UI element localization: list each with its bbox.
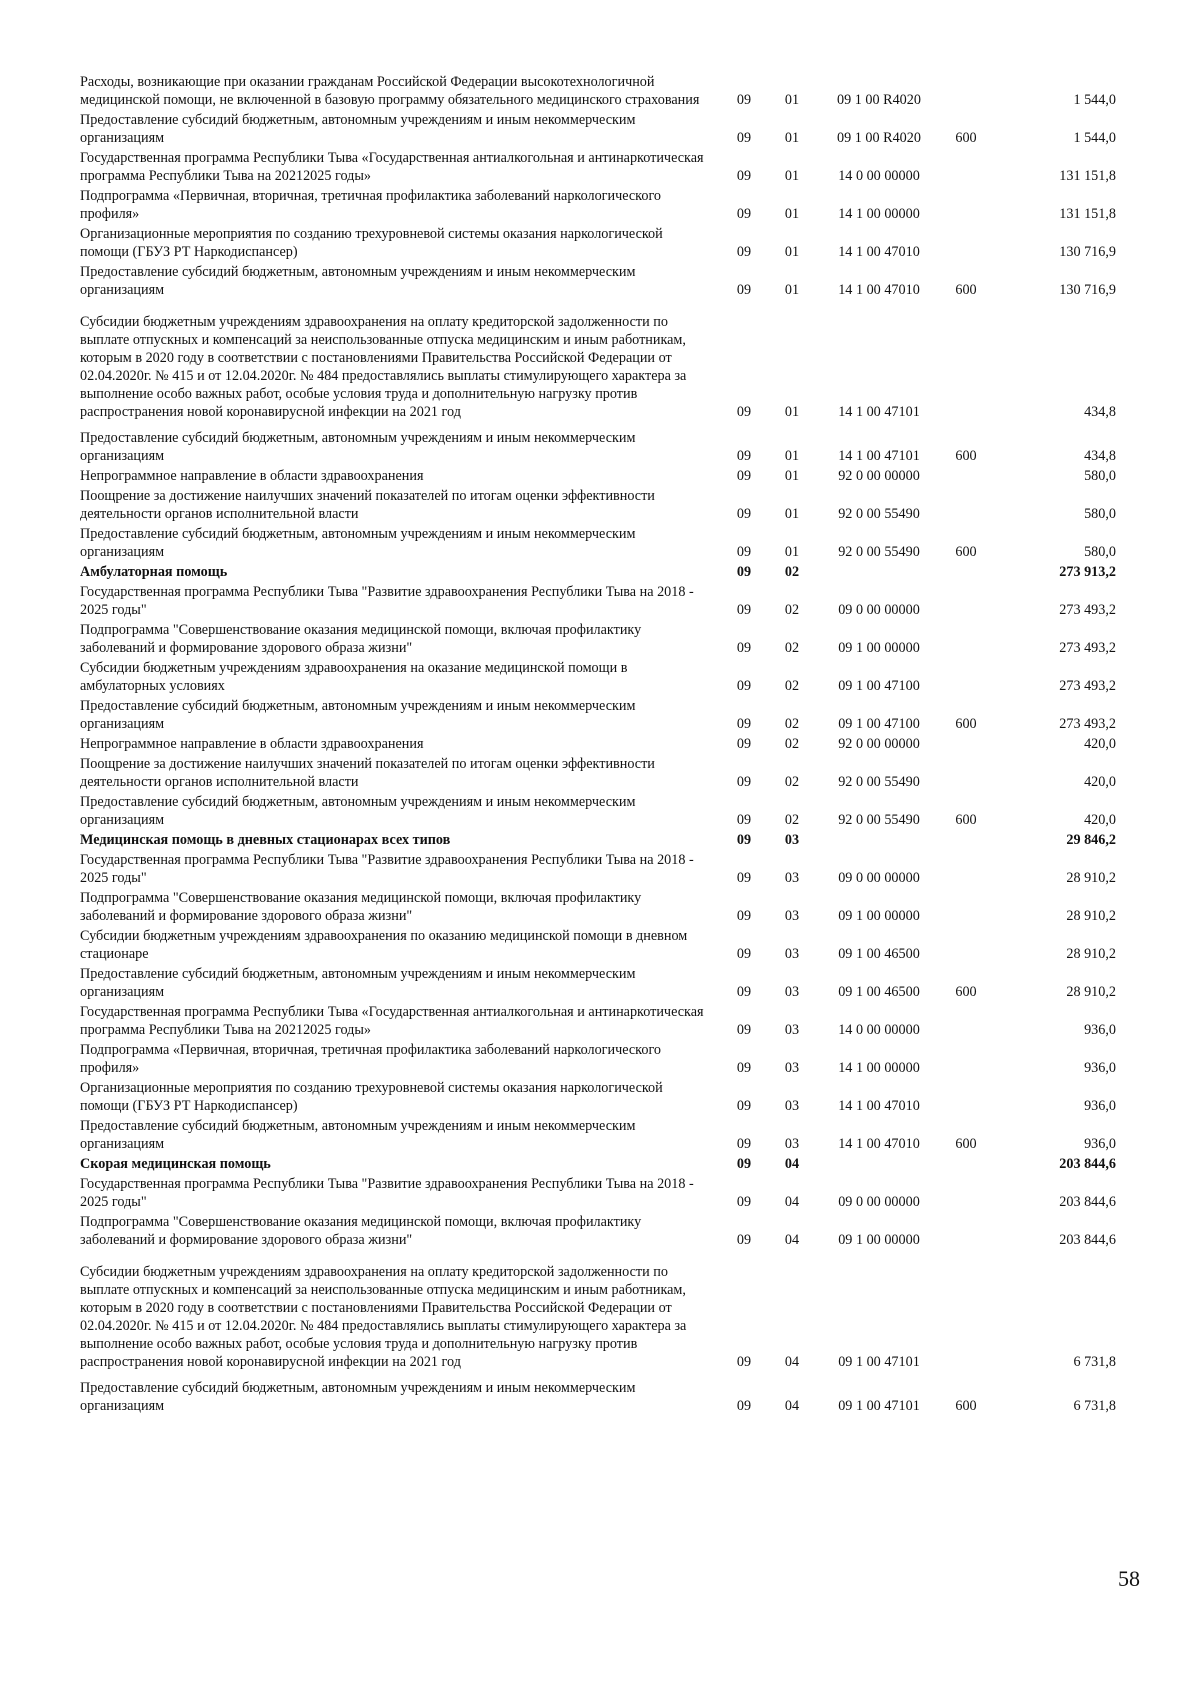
row-section-code: 09	[736, 1022, 752, 1038]
row-subsection-code: 02	[784, 812, 800, 828]
table-row	[80, 1175, 1120, 1211]
row-section-code: 09	[736, 564, 752, 580]
row-amount: 130 716,9	[1059, 244, 1116, 260]
row-expense-type: 600	[955, 1398, 977, 1414]
row-section-code: 09	[736, 984, 752, 1000]
table-row	[80, 697, 1120, 733]
row-subsection-code: 04	[784, 1398, 800, 1414]
section-header-row	[80, 831, 1120, 849]
row-description: Подпрограмма «Первичная, вторичная, третичная профилактика заболеваний наркологического профиля»	[80, 1042, 661, 1076]
row-section-code: 09	[736, 832, 752, 848]
row-section-code: 09	[736, 282, 752, 298]
table-row	[80, 965, 1120, 1001]
row-subsection-code: 02	[784, 774, 800, 790]
row-subsection-code: 01	[784, 544, 800, 560]
row-amount: 1 544,0	[1073, 130, 1116, 146]
table-row	[80, 263, 1120, 299]
row-target-article: 09 1 00 47100	[838, 678, 920, 694]
row-amount: 580,0	[1084, 468, 1116, 484]
row-section-code: 09	[736, 206, 752, 222]
row-expense-type: 600	[955, 448, 977, 464]
table-row	[80, 1079, 1120, 1115]
row-description: Субсидии бюджетным учреждениям здравоохранения на оплату кредиторской задолженности по выплате отпускных и компенсаций за неиспользованные отпуска медицинским и иным работникам, которым в 2020 году в соответствии с постановлениями Правительства Российской Федерации от 02.04.2020г. № 415 и от 12.04.2020г. № 484 предоставлялись выплаты стимулирующего характера за выполнение особо важных работ, особые условия труда и дополнительную нагрузку против распространения новой коронавирусной инфекции на 2021 год	[80, 314, 687, 420]
row-description: Субсидии бюджетным учреждениям здравоохранения на оплату кредиторской задолженности по выплате отпускных и компенсаций за неиспользованные отпуска медицинским и иным работникам, которым в 2020 году в соответствии с постановлениями Правительства Российской Федерации от 02.04.2020г. № 415 и от 12.04.2020г. № 484 предоставлялись выплаты стимулирующего характера за выполнение особо важных работ, особые условия труда и дополнительную нагрузку против распространения новой коронавирусной инфекции на 2021 год	[80, 1264, 687, 1370]
row-subsection-code: 01	[784, 448, 800, 464]
budget-table	[80, 73, 1120, 1415]
page-number: 58	[1118, 1566, 1140, 1591]
table-row	[80, 187, 1120, 223]
row-section-code: 09	[736, 812, 752, 828]
table-row	[80, 111, 1120, 147]
row-amount: 936,0	[1084, 1136, 1116, 1152]
row-description: Государственная программа Республики Тыва "Развитие здравоохранения Республики Тыва на 2018 - 2025 годы"	[80, 1176, 694, 1210]
row-section-code: 09	[736, 404, 752, 420]
row-description: Скорая медицинская помощь	[80, 1156, 271, 1172]
row-section-code: 09	[736, 870, 752, 886]
row-subsection-code: 01	[784, 206, 800, 222]
row-section-code: 09	[736, 1194, 752, 1210]
row-amount: 203 844,6	[1059, 1194, 1116, 1210]
row-target-article: 09 1 00 47100	[838, 716, 920, 732]
row-section-code: 09	[736, 1398, 752, 1414]
row-expense-type: 600	[955, 1136, 977, 1152]
table-row	[80, 659, 1120, 695]
table-row	[80, 1379, 1120, 1415]
row-amount: 273 493,2	[1059, 716, 1116, 732]
row-description: Субсидии бюджетным учреждениям здравоохранения на оказание медицинской помощи в амбулаторных условиях	[80, 660, 628, 694]
row-section-code: 09	[736, 468, 752, 484]
row-subsection-code: 03	[784, 1098, 800, 1114]
row-subsection-code: 01	[784, 92, 800, 108]
row-description: Предоставление субсидий бюджетным, автономным учреждениям и иным некоммерческим организациям	[80, 966, 636, 1000]
row-subsection-code: 02	[784, 736, 800, 752]
row-subsection-code: 01	[784, 168, 800, 184]
table-row	[80, 927, 1120, 963]
row-section-code: 09	[736, 92, 752, 108]
row-target-article: 09 1 00 47101	[838, 1354, 920, 1370]
table-row	[80, 735, 1120, 753]
row-description: Подпрограмма "Совершенствование оказания медицинской помощи, включая профилактику заболеваний и формирование здорового образа жизни"	[80, 890, 642, 924]
table-row	[80, 487, 1120, 523]
row-target-article: 09 1 00 00000	[838, 640, 920, 656]
row-section-code: 09	[736, 602, 752, 618]
row-target-article: 92 0 00 55490	[838, 774, 920, 790]
row-description: Предоставление субсидий бюджетным, автономным учреждениям и иным некоммерческим организациям	[80, 112, 636, 146]
row-expense-type: 600	[955, 984, 977, 1000]
row-section-code: 09	[736, 544, 752, 560]
row-amount: 420,0	[1084, 774, 1116, 790]
row-target-article: 14 1 00 47101	[838, 448, 920, 464]
row-description: Медицинская помощь в дневных стационарах всех типов	[80, 832, 451, 848]
row-target-article: 09 1 00 46500	[838, 946, 920, 962]
row-expense-type: 600	[955, 544, 977, 560]
row-target-article: 14 1 00 47010	[838, 1098, 920, 1114]
row-section-code: 09	[736, 640, 752, 656]
row-section-code: 09	[736, 908, 752, 924]
row-description: Расходы, возникающие при оказании гражданам Российской Федерации высокотехнологичной медицинской помощи, не включенной в базовую программу обязательного медицинского страхования	[80, 74, 700, 108]
row-description: Организационные мероприятия по созданию трехуровневой системы оказания наркологической помощи (ГБУЗ РТ Наркодиспансер)	[80, 226, 663, 260]
table-row	[80, 1263, 1120, 1371]
row-amount: 936,0	[1084, 1098, 1116, 1114]
row-section-code: 09	[736, 1136, 752, 1152]
row-description: Предоставление субсидий бюджетным, автономным учреждениям и иным некоммерческим организациям	[80, 1118, 636, 1152]
row-target-article: 14 1 00 47101	[838, 404, 920, 420]
row-subsection-code: 01	[784, 404, 800, 420]
row-section-code: 09	[736, 244, 752, 260]
row-section-code: 09	[736, 448, 752, 464]
row-amount: 6 731,8	[1073, 1354, 1116, 1370]
row-subsection-code: 03	[784, 984, 800, 1000]
row-description: Предоставление субсидий бюджетным, автономным учреждениям и иным некоммерческим организациям	[80, 1380, 636, 1414]
row-target-article: 09 1 00 00000	[838, 908, 920, 924]
row-description: Организационные мероприятия по созданию трехуровневой системы оказания наркологической помощи (ГБУЗ РТ Наркодиспансер)	[80, 1080, 663, 1114]
row-description: Государственная программа Республики Тыва "Развитие здравоохранения Республики Тыва на 2018 - 2025 годы"	[80, 584, 694, 618]
table-row	[80, 621, 1120, 657]
row-subsection-code: 03	[784, 1136, 800, 1152]
table-row	[80, 1041, 1120, 1077]
row-target-article: 14 0 00 00000	[838, 1022, 920, 1038]
row-target-article: 14 1 00 47010	[838, 282, 920, 298]
table-row	[80, 1213, 1120, 1249]
row-description: Предоставление субсидий бюджетным, автономным учреждениям и иным некоммерческим организациям	[80, 698, 636, 732]
table-row	[80, 793, 1120, 829]
row-amount: 273 913,2	[1059, 564, 1116, 580]
row-amount: 130 716,9	[1059, 282, 1116, 298]
row-expense-type: 600	[955, 130, 977, 146]
row-target-article: 14 1 00 00000	[838, 206, 920, 222]
row-subsection-code: 01	[784, 468, 800, 484]
row-target-article: 09 1 00 46500	[838, 984, 920, 1000]
row-subsection-code: 01	[784, 244, 800, 260]
row-subsection-code: 04	[784, 1354, 800, 1370]
table-row	[80, 1003, 1120, 1039]
row-subsection-code: 01	[784, 506, 800, 522]
row-amount: 131 151,8	[1059, 168, 1116, 184]
row-subsection-code: 01	[784, 130, 800, 146]
row-subsection-code: 04	[784, 1194, 800, 1210]
row-subsection-code: 04	[784, 1232, 800, 1248]
row-description: Предоставление субсидий бюджетным, автономным учреждениям и иным некоммерческим организациям	[80, 526, 636, 560]
row-description: Подпрограмма "Совершенствование оказания медицинской помощи, включая профилактику заболеваний и формирование здорового образа жизни"	[80, 622, 642, 656]
row-subsection-code: 02	[784, 716, 800, 732]
row-target-article: 09 1 00 R4020	[837, 92, 921, 108]
row-description: Предоставление субсидий бюджетным, автономным учреждениям и иным некоммерческим организациям	[80, 264, 636, 298]
row-subsection-code: 02	[784, 640, 800, 656]
row-amount: 28 910,2	[1066, 908, 1116, 924]
row-subsection-code: 04	[784, 1156, 800, 1172]
row-subsection-code: 03	[784, 1022, 800, 1038]
row-section-code: 09	[736, 1060, 752, 1076]
row-amount: 1 544,0	[1073, 92, 1116, 108]
row-target-article: 92 0 00 55490	[838, 544, 920, 560]
row-amount: 203 844,6	[1059, 1156, 1116, 1172]
row-subsection-code: 02	[784, 564, 800, 580]
row-amount: 29 846,2	[1066, 832, 1116, 848]
row-section-code: 09	[736, 130, 752, 146]
row-section-code: 09	[736, 716, 752, 732]
row-description: Государственная программа Республики Тыва «Государственная антиалкогольная и антинаркотическая программа Республики Тыва на 20212025 годы»	[80, 1004, 704, 1038]
row-subsection-code: 02	[784, 678, 800, 694]
row-amount: 203 844,6	[1059, 1232, 1116, 1248]
row-section-code: 09	[736, 1354, 752, 1370]
row-amount: 420,0	[1084, 812, 1116, 828]
row-description: Подпрограмма «Первичная, вторичная, третичная профилактика заболеваний наркологического профиля»	[80, 188, 661, 222]
row-amount: 273 493,2	[1059, 678, 1116, 694]
row-description: Государственная программа Республики Тыва «Государственная антиалкогольная и антинаркотическая программа Республики Тыва на 20212025 годы»	[80, 150, 704, 184]
row-subsection-code: 03	[784, 1060, 800, 1076]
table-row	[80, 755, 1120, 791]
row-target-article: 09 1 00 R4020	[837, 130, 921, 146]
row-amount: 936,0	[1084, 1060, 1116, 1076]
row-amount: 28 910,2	[1066, 870, 1116, 886]
row-section-code: 09	[736, 1156, 752, 1172]
row-amount: 434,8	[1084, 448, 1116, 464]
row-amount: 580,0	[1084, 506, 1116, 522]
row-description: Непрограммное направление в области здравоохранения	[80, 736, 424, 752]
row-target-article: 14 0 00 00000	[838, 168, 920, 184]
row-target-article: 09 0 00 00000	[838, 870, 920, 886]
table-row	[80, 313, 1120, 421]
row-description: Поощрение за достижение наилучших значений показателей по итогам оценки эффективности деятельности органов исполнительной власти	[80, 488, 655, 522]
row-amount: 273 493,2	[1059, 640, 1116, 656]
row-subsection-code: 03	[784, 946, 800, 962]
row-target-article: 92 0 00 55490	[838, 506, 920, 522]
table-row	[80, 851, 1120, 887]
row-description: Предоставление субсидий бюджетным, автономным учреждениям и иным некоммерческим организациям	[80, 794, 636, 828]
row-amount: 434,8	[1084, 404, 1116, 420]
table-row	[80, 889, 1120, 925]
section-header-row	[80, 1155, 1120, 1173]
row-target-article: 92 0 00 00000	[838, 468, 920, 484]
row-description: Субсидии бюджетным учреждениям здравоохранения по оказанию медицинской помощи в дневном стационаре	[80, 928, 688, 962]
row-amount: 131 151,8	[1059, 206, 1116, 222]
row-amount: 420,0	[1084, 736, 1116, 752]
table-row	[80, 73, 1120, 109]
row-target-article: 14 1 00 47010	[838, 1136, 920, 1152]
row-expense-type: 600	[955, 716, 977, 732]
row-target-article: 09 0 00 00000	[838, 1194, 920, 1210]
row-description: Непрограммное направление в области здравоохранения	[80, 468, 424, 484]
row-target-article: 14 1 00 00000	[838, 1060, 920, 1076]
row-description: Подпрограмма "Совершенствование оказания медицинской помощи, включая профилактику заболеваний и формирование здорового образа жизни"	[80, 1214, 642, 1248]
row-expense-type: 600	[955, 812, 977, 828]
row-subsection-code: 03	[784, 870, 800, 886]
table-row	[80, 525, 1120, 561]
row-subsection-code: 03	[784, 908, 800, 924]
table-row	[80, 467, 1120, 485]
row-description: Предоставление субсидий бюджетным, автономным учреждениям и иным некоммерческим организациям	[80, 430, 636, 464]
row-amount: 28 910,2	[1066, 984, 1116, 1000]
row-amount: 6 731,8	[1073, 1398, 1116, 1414]
table-row	[80, 429, 1120, 465]
row-subsection-code: 01	[784, 282, 800, 298]
table-row	[80, 149, 1120, 185]
row-section-code: 09	[736, 736, 752, 752]
row-description: Государственная программа Республики Тыва "Развитие здравоохранения Республики Тыва на 2018 - 2025 годы"	[80, 852, 694, 886]
row-target-article: 14 1 00 47010	[838, 244, 920, 260]
row-target-article: 09 1 00 47101	[838, 1398, 920, 1414]
row-section-code: 09	[736, 774, 752, 790]
table-row	[80, 583, 1120, 619]
row-description: Поощрение за достижение наилучших значений показателей по итогам оценки эффективности деятельности органов исполнительной власти	[80, 756, 655, 790]
row-target-article: 09 0 00 00000	[838, 602, 920, 618]
row-section-code: 09	[736, 1232, 752, 1248]
row-section-code: 09	[736, 946, 752, 962]
row-expense-type: 600	[955, 282, 977, 298]
row-target-article: 92 0 00 55490	[838, 812, 920, 828]
row-description: Амбулаторная помощь	[80, 564, 228, 580]
row-amount: 936,0	[1084, 1022, 1116, 1038]
row-amount: 28 910,2	[1066, 946, 1116, 962]
section-header-row	[80, 563, 1120, 581]
row-amount: 273 493,2	[1059, 602, 1116, 618]
table-row	[80, 225, 1120, 261]
row-section-code: 09	[736, 678, 752, 694]
row-subsection-code: 03	[784, 832, 800, 848]
table-row	[80, 1117, 1120, 1153]
row-target-article: 92 0 00 00000	[838, 736, 920, 752]
row-subsection-code: 02	[784, 602, 800, 618]
row-section-code: 09	[736, 1098, 752, 1114]
row-section-code: 09	[736, 168, 752, 184]
row-amount: 580,0	[1084, 544, 1116, 560]
row-section-code: 09	[736, 506, 752, 522]
row-target-article: 09 1 00 00000	[838, 1232, 920, 1248]
